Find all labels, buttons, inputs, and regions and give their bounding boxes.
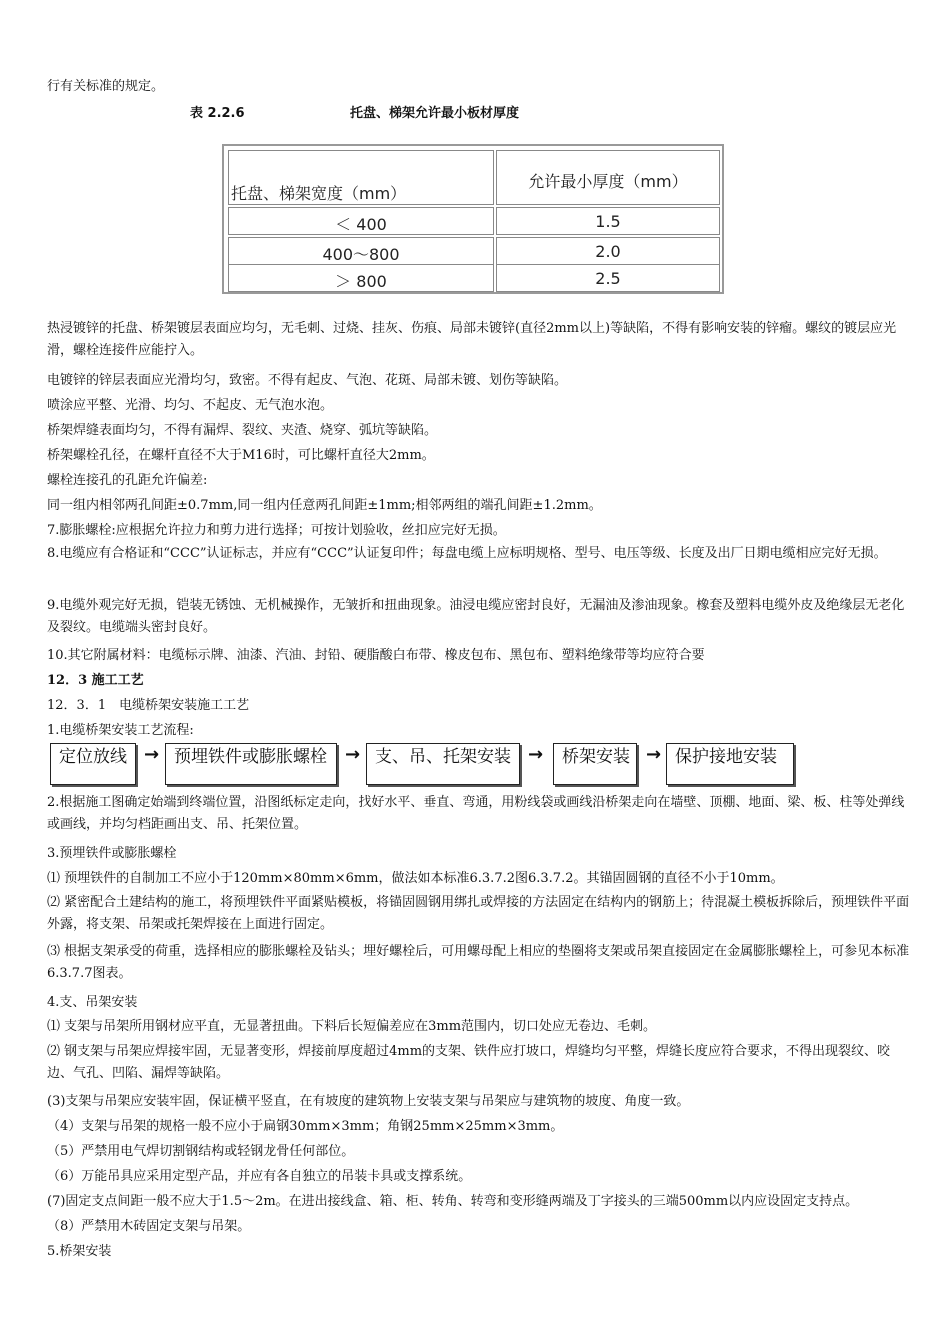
flow-step-1: 定位放线	[50, 743, 136, 785]
flow-arrow-icon: →	[646, 744, 662, 765]
paragraph: 热浸镀锌的托盘、桥架镀层表面应均匀，无毛刺、过烧、挂灰、伤痕、局部未镀锌(直径2mm以上)等缺陷，不得有影响安装的锌瘤。螺纹的镀层应光滑，螺栓连接件应能拧入。	[47, 321, 897, 358]
paragraph: (7)固定支点间距一般不应大于1.5～2m。在进出接线盒、箱、柜、转角、转弯和变形缝两端及丁字接头的三端500mm以内应设固定支持点。	[47, 1194, 859, 1209]
flow-step-2: 预埋铁件或膨胀螺栓	[165, 743, 337, 785]
paragraph: 电镀锌的锌层表面应光滑均匀，致密。不得有起皮、气泡、花斑、局部未镀、划伤等缺陷。	[47, 373, 568, 388]
paragraph: （6）万能吊具应采用定型产品，并应有各自独立的吊装卡具或支撑系统。	[47, 1169, 472, 1184]
paragraph: 2.根据施工图确定始端到终端位置，沿图纸标定走向，找好水平、垂直、弯通，用粉线袋或画线沿桥架走向在墙壁、顶棚、地面、梁、板、柱等处弹线或画线，并均匀档距画出支、吊、托架位置。	[47, 795, 905, 832]
paragraph: 桥架焊缝表面均匀，不得有漏焊、裂纹、夹渣、烧穿、弧坑等缺陷。	[47, 423, 438, 438]
intro-text: 行有关标准的规定。	[47, 79, 165, 94]
table-number: 表 2.2.6	[190, 106, 245, 121]
paragraph: 9.电缆外观完好无损，铠装无锈蚀、无机械操作，无皱折和扭曲现象。油浸电缆应密封良好，无漏油及渗油现象。橡套及塑料电缆外皮及绝缘层无老化及裂纹。电缆端头密封良好。	[47, 598, 905, 635]
paragraph: 1.电缆桥架安装工艺流程:	[47, 723, 194, 738]
paragraph: ⑵ 紧密配合土建结构的施工，将预埋铁件平面紧贴模板，将锚固圆钢用绑扎或焊接的方法固定在结构内的钢筋上；待混凝土模板拆除后，预埋铁件平面外露，将支架、吊架或托架焊接在上面进行固定。	[47, 895, 910, 932]
paragraph: 7.膨胀螺栓:应根据允许拉力和剪力进行选择；可按计划验收，丝扣应完好无损。	[47, 523, 506, 538]
paragraph: 10.其它附属材料：电缆标示牌、油漆、汽油、封铅、硬脂酸白布带、橡皮包布、黑包布、塑料绝缘带等均应符合要	[47, 648, 705, 663]
section-heading: 12．3 施工工艺	[47, 673, 144, 688]
paragraph: 桥架螺栓孔径，在螺杆直径不大于M16时，可比螺杆直径大2mm。	[47, 448, 435, 463]
flow-step-4: 桥架安装	[553, 743, 637, 785]
table-cell-thickness: 2.0	[496, 237, 720, 265]
flow-step-5: 保护接地安装	[666, 743, 794, 785]
paragraph: 喷涂应平整、光滑、均匀、不起皮、无气泡水泡。	[47, 398, 334, 413]
paragraph: ⑴ 支架与吊架所用钢材应平直，无显著扭曲。下料后长短偏差应在3mm范围内，切口处应无卷边、毛刺。	[47, 1019, 657, 1034]
paragraph: （8）严禁用木砖固定支架与吊架。	[47, 1219, 251, 1234]
paragraph: （4）支架与吊架的规格一般不应小于扁钢30mm×3mm；角钢25mm×25mm×3mm。	[47, 1119, 564, 1134]
paragraph: (3)支架与吊架应安装牢固，保证横平竖直，在有坡度的建筑物上安装支架与吊架应与建筑物的坡度、角度一致。	[47, 1094, 690, 1109]
table-cell-width: ＜ 400	[228, 207, 494, 235]
paragraph: ⑶ 根据支架承受的荷重，选择相应的膨胀螺栓及钻头；埋好螺栓后，可用螺母配上相应的垫圈将支架或吊架直接固定在金属膨胀螺栓上，可参见本标准6.3.7.7图表。	[47, 944, 910, 981]
paragraph: 螺栓连接孔的孔距允许偏差:	[47, 473, 208, 488]
flow-arrow-icon: →	[144, 744, 160, 765]
paragraph: ⑵ 钢支架与吊架应焊接牢固，无显著变形，焊接前厚度超过4mm的支架、铁件应打坡口，焊缝均匀平整，焊缝长度应符合要求，不得出现裂纹、咬边、气孔、凹陷、漏焊等缺陷。	[47, 1044, 891, 1081]
table-cell-width: ＞ 800	[228, 264, 494, 292]
table-cell-width: 400～800	[228, 237, 494, 265]
flow-arrow-icon: →	[528, 744, 544, 765]
thickness-table	[222, 144, 724, 294]
paragraph: 同一组内相邻两孔间距±0.7mm,同一组内任意两孔间距±1mm;相邻两组的端孔间距±1.2mm。	[47, 498, 602, 513]
table-cell-thickness: 2.5	[496, 264, 720, 292]
header-width: 托盘、梯架宽度（mm）	[228, 150, 494, 205]
table-cell-thickness: 1.5	[496, 207, 720, 235]
header-thickness: 允许最小厚度（mm）	[496, 150, 720, 205]
paragraph: 5.桥架安装	[47, 1244, 112, 1259]
flow-arrow-icon: →	[345, 744, 361, 765]
subsection-heading: 12．3．1 电缆桥架安装施工工艺	[47, 698, 250, 713]
paragraph: （5）严禁用电气焊切割钢结构或轻钢龙骨任何部位。	[47, 1144, 355, 1159]
table-title: 托盘、梯架允许最小板材厚度	[350, 106, 520, 121]
flow-step-3: 支、吊、托架安装	[366, 743, 520, 785]
paragraph: ⑴ 预埋铁件的自制加工不应小于120mm×80mm×6mm，做法如本标准6.3.7.2图6.3.7.2。其锚固圆钢的直径不小于10mm。	[47, 871, 784, 886]
paragraph: 8.电缆应有合格证和“CCC”认证标志，并应有“CCC”认证复印件；每盘电缆上应标明规格、型号、电压等级、长度及出厂日期电缆相应完好无损。	[47, 546, 887, 561]
paragraph: 4.支、吊架安装	[47, 995, 138, 1010]
paragraph: 3.预埋铁件或膨胀螺栓	[47, 846, 177, 861]
